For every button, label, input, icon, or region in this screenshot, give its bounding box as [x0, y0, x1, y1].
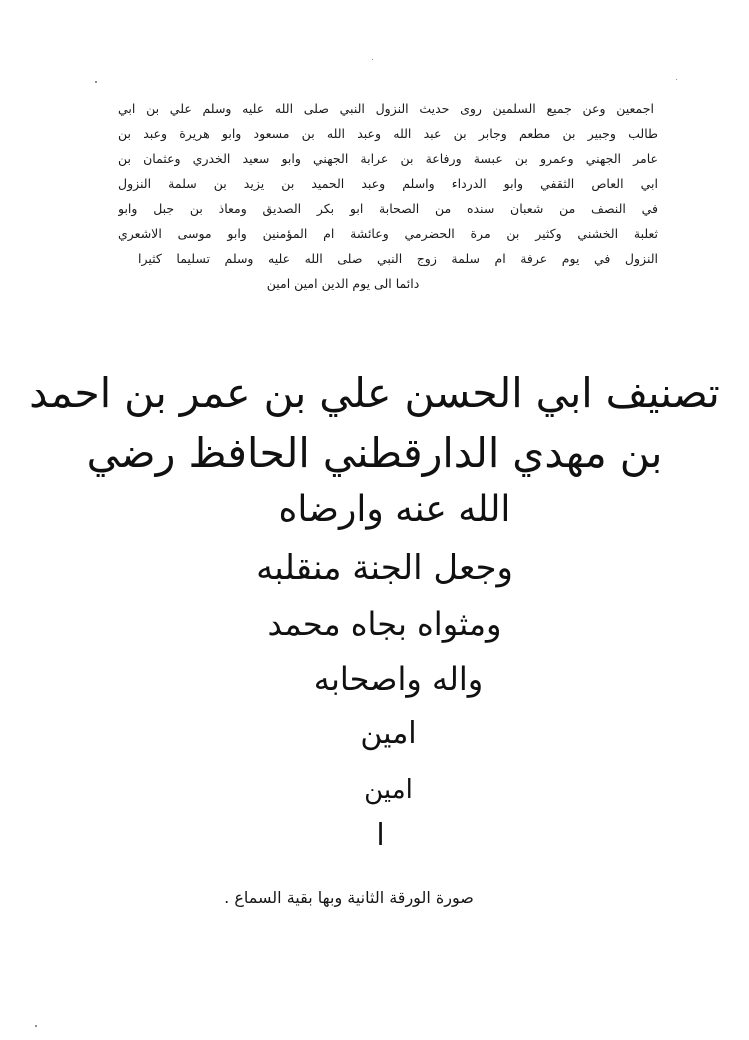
scan-speck — [676, 79, 677, 80]
audition-note-line: عامر الجهني وعمرو بن عبسة ورفاعة بن عرابة الجهني وابو سعيد الخدري وعثمان بن — [118, 151, 658, 166]
audition-note-line: ثعلبة الخشني وكثير بن مرة الحضرمي وعائشة ام المؤمنين وابو موسى الاشعري — [118, 226, 658, 241]
colophon-line: وجعل الجنة منقلبه — [256, 548, 513, 588]
colophon-line: امين — [364, 775, 413, 805]
scan-speck — [35, 1025, 37, 1027]
colophon-line: ا — [376, 818, 385, 853]
scan-speck — [95, 81, 97, 83]
audition-note-line: دائما الى يوم الدين امين امين — [266, 276, 420, 291]
audition-note-line: ابي العاص الثقفي وابو الدرداء واسلم وعبد الحميد بن يزيد بن سلمة النزول — [118, 176, 658, 191]
audition-note-line: طالب وجبير بن مطعم وجابر بن عبد الله وعبد الله بن مسعود وابو هريرة وعبد بن — [118, 126, 658, 141]
colophon-line: امين — [360, 716, 417, 751]
colophon-line: ومثواه بجاه محمد — [267, 605, 502, 643]
audition-note-line: النزول في يوم عرفة ام سلمة زوج النبي صلى الله عليه وسلم تسليما كثيرا — [138, 251, 658, 266]
audition-note-line: في النصف من شعبان سنده من الصحابة ابو بكر الصديق ومعاذ بن جبل وابو — [118, 201, 658, 216]
colophon-line: الله عنه وارضاه — [278, 489, 511, 530]
colophon-line: واله واصحابه — [313, 660, 484, 698]
scan-speck — [372, 59, 373, 60]
audition-note-line: اجمعين وعن جميع السلمين روى حديث النزول النبي صلى الله عليه وسلم علي بن ابي — [118, 101, 654, 116]
page-caption: صورة الورقة الثانية وبها بقية السماع . — [224, 888, 474, 907]
audition-notes-block — [118, 96, 658, 296]
colophon-line: تصنيف ابي الحسن علي بن عمر بن احمد — [29, 369, 720, 417]
colophon-line: بن مهدي الدارقطني الحافظ رضي — [86, 429, 663, 477]
